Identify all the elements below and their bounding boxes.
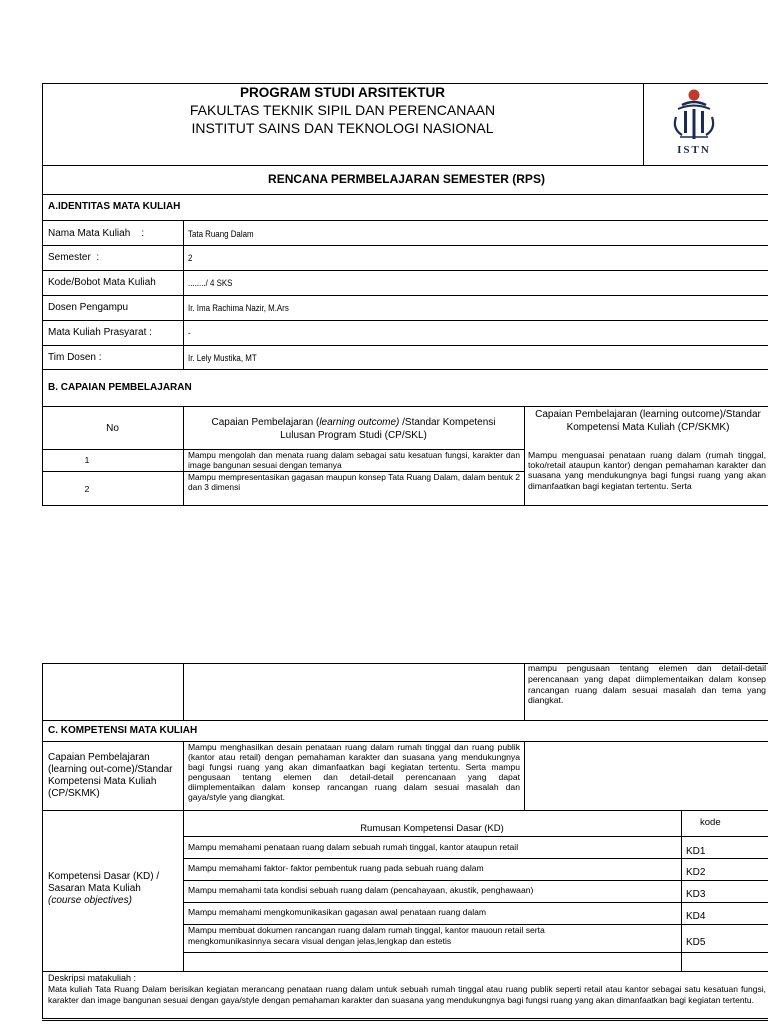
kd-col-divider <box>183 810 184 972</box>
istn-logo-text: ISTN <box>677 144 711 156</box>
identity-label: Kode/Bobot Mata Kuliah <box>48 277 156 288</box>
col-header-cp-line2: Lulusan Program Studi (CP/SKL) <box>280 430 427 441</box>
kd-label-line2: Sasaran Mata Kuliah <box>48 883 141 894</box>
identity-label: Semester : <box>48 252 100 263</box>
col-header-no: No <box>106 423 119 434</box>
section-a-title: A.IDENTITAS MATA KULIAH <box>48 201 181 212</box>
kd-text: Mampu memahami tata kondisi sebuah ruang dalam (pencahayaan, akustik, penghawaan) <box>188 885 534 895</box>
cp-skmk-col-divider <box>524 741 525 811</box>
kd-row-line <box>183 858 768 859</box>
identity-label: Tim Dosen : <box>48 352 102 363</box>
kd-text: Mampu memahami penataan ruang dalam sebuah rumah tinggal, kantor ataupun retail <box>188 842 519 852</box>
col-header-cp-skmk: Capaian Pembelajaran (learning outcome)/Standar Kompetensi Mata Kuliah (CP/SKMK) <box>535 409 761 433</box>
outcome-text: Mampu mengolah dan menata ruang dalam sebagai satu kesatuan fungsi, karakter dan image bangunan sesuai dengan temanya <box>188 450 520 470</box>
istn-logo <box>664 85 724 163</box>
outcome-text: Mampu mempresentasikan gagasan maupun konsep Tata Ruang Dalam, dalam bentuk 2 dan 3 dimensi <box>188 472 520 492</box>
header-institute: INSTITUT SAINS DAN TEKNOLOGI NASIONAL <box>191 120 494 136</box>
kd-col-divider <box>681 810 682 972</box>
identity-row-line <box>42 295 768 296</box>
kd-row-line <box>183 952 768 953</box>
outcome-col-divider <box>524 406 525 506</box>
kd-code: KD3 <box>686 889 706 900</box>
description-text: Mata kuliah Tata Ruang Dalam berisikan kegiatan merancang penataan ruang dalam untuk sebuah rumah tinggal atau ruang publik seperti retail atau kantor sebagai satu kesatuan fungsi, karakter dan image bangunan sesuai dengan gaya/style dengan pemahaman karakter dan suasana yang mendukungnya bagi fungsi ruang yang akan dimanfaatkan bagi kegiatan tertentu. <box>48 984 766 1005</box>
identity-row-line <box>42 245 768 246</box>
outcome-no: 2 <box>84 484 90 494</box>
identity-label: Nama Mata Kuliah : <box>48 228 145 239</box>
header-divider <box>643 83 644 166</box>
kd-code: KD4 <box>686 911 706 922</box>
section-b-title: B. CAPAIAN PEMBELAJARAN <box>48 382 192 393</box>
description-title: Deskripsi matakuliah : <box>48 973 137 983</box>
next-table-top <box>42 1020 768 1021</box>
identity-value: Tata Ruang Dalam <box>188 229 254 239</box>
identity-value: Ir. Ima Rachima Nazir, M.Ars <box>188 303 289 313</box>
cp-skmk-text: Mampu menghasilkan desain penataan ruang dalam rumah tinggal dan ruang publik (kantor atau retail) dengan pemahaman karakter dan suasana yang mendukungnya bagi fungsi ruang yang akan dimanfaatkan bagi kegiatan tertentu. Serta mampu pengusaan tentang elemen dan detail-detail perencanaan yang dapat diimplementaikan dalam konsep rancangan ruang dalam sesuai masalah dan gaya/style yang diangkat. <box>188 742 520 802</box>
identity-row-line <box>42 345 768 346</box>
section-c-title: C. KOMPETENSI MATA KULIAH <box>48 725 198 736</box>
identity-value: 2 <box>188 253 193 263</box>
col-header-cp-post: /Standar Kompetensi <box>399 417 496 428</box>
identity-row-line <box>42 270 768 271</box>
cp-skmk-label: Capaian Pembelajaran (learning out-come)/Standar Kompetensi Mata Kuliah (CP/SKMK) <box>48 752 173 799</box>
kd-text: Mampu memahami faktor- faktor pembentuk ruang pada sebuah ruang dalam <box>188 863 484 873</box>
kd-row-line <box>183 836 768 837</box>
kd-row-line <box>183 902 768 903</box>
outcome-mk-text: Mampu menguasai penataan ruang dalam (rumah tinggal, toko/retail ataupun kantor) dengan pemahaman karakter dan suasana yang mendukungnya bagi fungsi ruang yang akan dimanfaatkan bagi kegiatan tertentu. Serta <box>528 450 766 491</box>
identity-row-line <box>42 320 768 321</box>
kd-code: KD5 <box>686 937 706 948</box>
cp-skmk-col-divider <box>183 741 184 811</box>
continued-col-divider <box>524 663 525 721</box>
kode-header: kode <box>700 817 721 828</box>
kd-label-line3: (course objectives) <box>48 895 132 906</box>
identity-value: Ir. Lely Mustika, MT <box>188 353 257 363</box>
col-header-cp-skl <box>183 416 524 442</box>
identity-label: Dosen Pengampu <box>48 302 129 313</box>
outcome-no: 1 <box>84 455 90 465</box>
kd-text: Mampu memahami mengkomunikasikan gagasan awal penataan ruang dalam <box>188 907 487 917</box>
identity-value: - <box>188 328 191 338</box>
col-header-cp-pre: Capaian Pembelajaran ( <box>211 417 320 428</box>
kd-code: KD2 <box>686 867 706 878</box>
kd-label <box>48 871 159 907</box>
continued-col-divider <box>183 663 184 721</box>
kd-header: Rumusan Kompetensi Dasar (KD) <box>360 823 504 834</box>
kd-label-line1: Kompetensi Dasar (KD) / <box>48 871 160 882</box>
header-program: PROGRAM STUDI ARSITEKTUR <box>240 85 445 100</box>
header-faculty: FAKULTAS TEKNIK SIPIL DAN PERENCANAAN <box>189 102 496 118</box>
kd-row-line <box>183 880 768 881</box>
doc-title: RENCANA PERMBELAJARAN SEMESTER (RPS) <box>268 172 545 186</box>
outcome-mk-text-continued: mampu pengusaan tentang elemen dan detail-detail perencanaan yang dapat diimplementaikan dalam konsep rancangan ruang dalam sesuai masalah dan tema yang diangkat. <box>528 663 766 706</box>
col-header-cp-italic: learning outcome) <box>319 417 400 428</box>
kd-code: KD1 <box>686 846 706 857</box>
identity-value: ......../ 4 SKS <box>188 278 233 288</box>
identity-label: Mata Kuliah Prasyarat : <box>48 327 152 338</box>
kd-text: Mampu membuat dokumen rancangan ruang dalam rumah tinggal, kantor mauoun retail serta mengkomunikasinnya secara visual dengan jelas,lengkap dan estetis <box>188 925 545 946</box>
